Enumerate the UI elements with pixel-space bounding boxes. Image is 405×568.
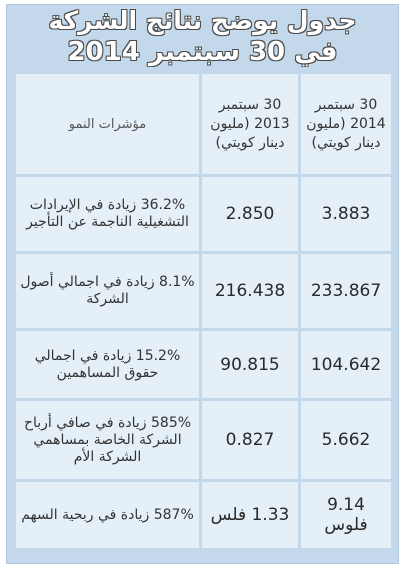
growth-indicator: 585% زيادة في صافي أرباح الشركة الخاصة بمساهمي الشركة الأم [16, 401, 199, 479]
header-sep-2014: 30 سبتمبر 2014 (مليون دينار كويتي) [301, 74, 391, 174]
value-2014: 104.642 [301, 331, 391, 398]
table-row [16, 331, 391, 398]
table-row [16, 482, 391, 548]
table-row [16, 177, 391, 251]
value-2014: 233.867 [301, 254, 391, 328]
value-2014: 3.883 [301, 177, 391, 251]
title-block [7, 5, 398, 67]
growth-indicator: 587% زيادة في ربحية السهم [16, 482, 199, 548]
value-2013: 0.827 [202, 401, 298, 479]
table-header-row [16, 74, 391, 174]
value-2014: 5.662 [301, 401, 391, 479]
title-line-2: في 30 سبتمبر 2014 [67, 37, 338, 67]
table-row [16, 401, 391, 479]
value-2013: 90.815 [202, 331, 298, 398]
header-growth-indicators: مؤشرات النمو [16, 74, 199, 174]
results-table [13, 71, 394, 551]
results-table-card [6, 4, 399, 564]
value-2014: 9.14 فلوس [301, 482, 391, 548]
title-line-1: جدول يوضح نتائج الشركة [48, 6, 357, 35]
growth-indicator: 36.2% زيادة في الإيرادات التشغيلية الناجمة عن التأجير [16, 177, 199, 251]
growth-indicator: 8.1% زيادة في اجمالي أصول الشركة [16, 254, 199, 328]
header-sep-2013: 30 سبتمبر 2013 (مليون دينار كويتي) [202, 74, 298, 174]
value-2013: 1.33 فلس [202, 482, 298, 548]
value-2013: 2.850 [202, 177, 298, 251]
growth-indicator: 15.2% زيادة في اجمالي حقوق المساهمين [16, 331, 199, 398]
table-row [16, 254, 391, 328]
value-2013: 216.438 [202, 254, 298, 328]
